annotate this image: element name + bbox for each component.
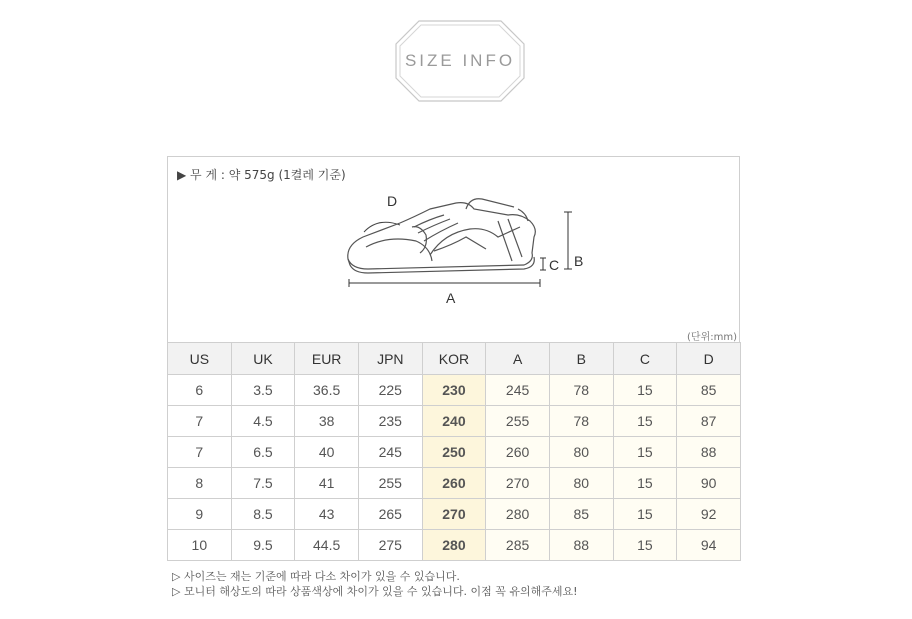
- table-row: [168, 499, 741, 530]
- header-b: B: [549, 343, 613, 375]
- dimension-c-label: C: [549, 257, 560, 273]
- note-measurement: ▷ 사이즈는 재는 기준에 따라 다소 차이가 있을 수 있습니다.: [172, 570, 460, 583]
- cell-uk: 3.5: [231, 375, 295, 406]
- cell-a: 245: [486, 375, 550, 406]
- cell-b: 78: [549, 406, 613, 437]
- cell-jpn: 245: [358, 437, 422, 468]
- dimension-d-label: D: [387, 193, 398, 209]
- cell-us: 10: [168, 530, 232, 561]
- cell-us: 6: [168, 375, 232, 406]
- cell-a: 285: [486, 530, 550, 561]
- cell-eur: 43: [295, 499, 359, 530]
- dimension-a-label: A: [446, 290, 456, 306]
- cell-b: 85: [549, 499, 613, 530]
- header-c: C: [613, 343, 677, 375]
- cell-jpn: 225: [358, 375, 422, 406]
- cell-c: 15: [613, 375, 677, 406]
- cell-b: 88: [549, 530, 613, 561]
- table-row: [168, 530, 741, 561]
- cell-uk: 6.5: [231, 437, 295, 468]
- cell-d: 87: [677, 406, 741, 437]
- cell-us: 9: [168, 499, 232, 530]
- cell-kor: 280: [422, 530, 486, 561]
- sneaker-illustration: [348, 199, 536, 273]
- header-a: A: [486, 343, 550, 375]
- header-kor: KOR: [422, 343, 486, 375]
- cell-a: 255: [486, 406, 550, 437]
- table-row: [168, 375, 741, 406]
- cell-kor: 260: [422, 468, 486, 499]
- cell-kor: 240: [422, 406, 486, 437]
- cell-b: 78: [549, 375, 613, 406]
- table-row: [168, 468, 741, 499]
- dimension-b-label: B: [574, 253, 584, 269]
- cell-kor: 230: [422, 375, 486, 406]
- unit-label: (단위:mm): [687, 332, 737, 343]
- size-notes: [172, 569, 577, 599]
- cell-kor: 270: [422, 499, 486, 530]
- cell-jpn: 275: [358, 530, 422, 561]
- shoe-diagram: [168, 157, 741, 343]
- cell-uk: 7.5: [231, 468, 295, 499]
- cell-eur: 38: [295, 406, 359, 437]
- cell-d: 90: [677, 468, 741, 499]
- size-table-header-row: [168, 343, 741, 375]
- size-info-badge: [395, 20, 525, 102]
- cell-jpn: 255: [358, 468, 422, 499]
- cell-eur: 40: [295, 437, 359, 468]
- table-row: [168, 437, 741, 468]
- cell-us: 7: [168, 406, 232, 437]
- cell-a: 280: [486, 499, 550, 530]
- cell-c: 15: [613, 406, 677, 437]
- cell-eur: 36.5: [295, 375, 359, 406]
- cell-b: 80: [549, 437, 613, 468]
- cell-kor: 250: [422, 437, 486, 468]
- cell-c: 15: [613, 468, 677, 499]
- header-jpn: JPN: [358, 343, 422, 375]
- header-d: D: [677, 343, 741, 375]
- cell-uk: 8.5: [231, 499, 295, 530]
- cell-d: 85: [677, 375, 741, 406]
- cell-d: 94: [677, 530, 741, 561]
- cell-eur: 44.5: [295, 530, 359, 561]
- badge-title: SIZE INFO: [404, 51, 516, 70]
- size-table: [167, 342, 741, 561]
- header-uk: UK: [231, 343, 295, 375]
- note-monitor-color: ▷ 모니터 해상도의 따라 상품색상에 차이가 있을 수 있습니다. 이점 꼭 유의해주세요!: [172, 585, 578, 598]
- cell-us: 7: [168, 437, 232, 468]
- weight-text: ▶ 무 게 : 약 575g (1켤레 기준): [177, 168, 346, 182]
- dimension-d-arc: [364, 222, 400, 232]
- cell-eur: 41: [295, 468, 359, 499]
- header-eur: EUR: [295, 343, 359, 375]
- shoe-info-panel: [167, 156, 740, 342]
- cell-uk: 4.5: [231, 406, 295, 437]
- header-us: US: [168, 343, 232, 375]
- cell-uk: 9.5: [231, 530, 295, 561]
- cell-c: 15: [613, 530, 677, 561]
- cell-jpn: 265: [358, 499, 422, 530]
- cell-jpn: 235: [358, 406, 422, 437]
- table-row: [168, 406, 741, 437]
- cell-d: 92: [677, 499, 741, 530]
- cell-d: 88: [677, 437, 741, 468]
- cell-b: 80: [549, 468, 613, 499]
- cell-c: 15: [613, 437, 677, 468]
- cell-us: 8: [168, 468, 232, 499]
- cell-a: 260: [486, 437, 550, 468]
- cell-c: 15: [613, 499, 677, 530]
- cell-a: 270: [486, 468, 550, 499]
